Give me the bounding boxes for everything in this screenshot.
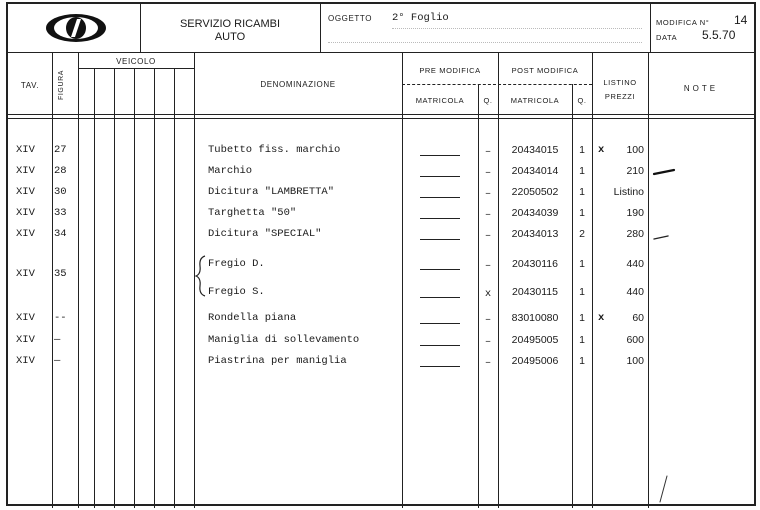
brace-icon (194, 254, 208, 298)
cell-pre-qty: – (484, 314, 492, 326)
pen-stroke-icon (656, 474, 670, 504)
object-label: OGGETTO (328, 14, 373, 23)
cell-pre-qty: – (484, 230, 492, 242)
object-value: 2° Foglio (392, 12, 449, 24)
cell-post-matricola: 20430115 (512, 286, 558, 298)
cell-denominazione: Fregio S. (208, 286, 265, 298)
logo-emblem-icon (44, 12, 108, 44)
cell-tav: XIV (16, 207, 35, 219)
cell-post-matricola: 22050502 (511, 186, 559, 198)
pre-matricola-dash (420, 197, 460, 198)
pre-matricola-dash (420, 176, 460, 177)
col-line-pre (498, 52, 499, 508)
cell-tav: XIV (16, 312, 35, 324)
note-arrow-icon (652, 166, 678, 178)
pre-matricola-dash (420, 239, 460, 240)
division-title: AUTO (214, 31, 246, 43)
note-dash-icon (652, 233, 672, 243)
col-line-tav (52, 52, 53, 508)
cell-figura: 30 (54, 186, 67, 198)
cell-post-qty: 1 (579, 355, 585, 367)
department-title: SERVIZIO RICAMBI (179, 18, 281, 30)
col-line-post (592, 52, 593, 508)
cell-prezzo: 210 (626, 165, 644, 177)
cell-pre-qty: – (484, 260, 492, 272)
cell-tav: XIV (16, 355, 35, 367)
col-header-post-qty: Q. (577, 96, 587, 105)
col-header-post-modifica: POST MODIFICA (511, 66, 579, 75)
col-line-v5 (174, 68, 175, 508)
cell-post-matricola: 20434013 (511, 228, 559, 240)
cell-post-matricola: 20434014 (511, 165, 559, 177)
cell-figura: 33 (54, 207, 67, 219)
column-header-double (8, 118, 754, 119)
cell-figura: — (54, 355, 61, 367)
pre-matricola-dash (420, 366, 460, 367)
company-logo (44, 12, 108, 44)
cell-tav: XIV (16, 334, 35, 346)
cell-denominazione: Maniglia di sollevamento (208, 334, 360, 346)
cell-pre-qty: – (484, 146, 492, 158)
cell-denominazione: Dicitura "LAMBRETTA" (208, 186, 335, 198)
cell-mark: x (598, 144, 605, 156)
veicolo-sub-line (78, 68, 194, 69)
header-divider (8, 52, 754, 53)
cell-denominazione: Fregio D. (208, 258, 265, 270)
parts-modification-sheet (6, 2, 756, 506)
cell-pre-qty: – (484, 167, 492, 179)
cell-figura: 28 (54, 165, 67, 177)
cell-prezzo: 440 (626, 286, 644, 298)
cell-post-qty: 1 (579, 286, 585, 298)
col-header-pre-modifica: PRE MODIFICA (419, 66, 481, 75)
cell-prezzo: 100 (626, 355, 644, 367)
data-value: 5.5.70 (702, 28, 736, 42)
cell-tav: XIV (16, 268, 35, 280)
cell-post-matricola: 83010080 (511, 312, 559, 324)
col-line-v1 (94, 68, 95, 508)
cell-denominazione: Rondella piana (208, 312, 297, 324)
cell-figura: — (54, 334, 61, 346)
pre-matricola-dash (420, 155, 460, 156)
pre-matricola-dash (420, 297, 460, 298)
prezzi-label: PREZZI (604, 92, 636, 101)
object-dotted-line-2 (328, 42, 642, 43)
cell-post-qty: 1 (579, 258, 585, 270)
cell-figura: 27 (54, 144, 67, 156)
cell-figura: 34 (54, 228, 67, 240)
cell-pre-qty: – (484, 188, 492, 200)
pre-matricola-dash (420, 323, 460, 324)
cell-post-qty: 1 (579, 207, 585, 219)
modifica-label: MODIFICA N° (656, 18, 710, 27)
cell-prezzo: 600 (626, 334, 644, 346)
cell-denominazione: Targhetta "50" (208, 207, 297, 219)
modifica-sub-line (402, 84, 592, 85)
cell-tav: XIV (16, 165, 35, 177)
col-header-figura: FIGURA (58, 69, 65, 100)
cell-tav: XIV (16, 186, 35, 198)
cell-post-matricola: 20434039 (511, 207, 559, 219)
cell-prezzo: 190 (626, 207, 644, 219)
col-header-pre-qty: Q. (483, 96, 493, 105)
pre-matricola-dash (420, 269, 460, 270)
column-header-bottom (8, 114, 754, 115)
cell-post-qty: 1 (579, 334, 585, 346)
cell-pre-qty: – (484, 357, 492, 369)
pre-matricola-dash (420, 345, 460, 346)
col-header-note: NOTE (683, 84, 719, 93)
cell-post-qty: 2 (579, 228, 585, 240)
cell-post-matricola: 20434015 (511, 144, 559, 156)
cell-post-qty: 1 (579, 165, 585, 177)
cell-pre-qty: – (484, 336, 492, 348)
pre-matricola-dash (420, 218, 460, 219)
col-line-listino (648, 52, 649, 508)
cell-denominazione: Piastrina per maniglia (208, 355, 347, 367)
listino-label: LISTINO (603, 78, 637, 87)
cell-prezzo: 440 (626, 258, 644, 270)
col-header-listino (592, 76, 648, 104)
col-line-v4 (154, 68, 155, 508)
col-header-denominazione: DENOMINAZIONE (260, 80, 336, 89)
cell-pre-qty: – (484, 209, 492, 221)
object-dotted-line (392, 28, 642, 29)
cell-denominazione: Dicitura "SPECIAL" (208, 228, 322, 240)
col-line-figura (78, 52, 79, 508)
cell-prezzo: 280 (626, 228, 644, 240)
cell-tav: XIV (16, 228, 35, 240)
header-sep-2 (320, 4, 321, 52)
cell-denominazione: Tubetto fiss. marchio (208, 144, 341, 156)
cell-post-matricola: 20495006 (511, 355, 559, 367)
cell-prezzo: Listino (613, 186, 644, 198)
cell-prezzo: 100 (626, 144, 644, 156)
modifica-value: 14 (734, 13, 748, 27)
col-line-v2 (114, 68, 115, 508)
cell-tav: XIV (16, 144, 35, 156)
header-sep-3 (650, 4, 651, 52)
cell-figura: 35 (54, 268, 67, 280)
col-header-pre-matricola: MATRICOLA (415, 96, 465, 105)
cell-figura: -- (54, 312, 67, 324)
cell-post-matricola: 20495005 (511, 334, 559, 346)
cell-denominazione: Marchio (208, 165, 253, 177)
cell-mark: x (598, 312, 605, 324)
col-line-denominazione (402, 52, 403, 508)
department-block (140, 18, 320, 44)
cell-post-qty: 1 (579, 144, 585, 156)
col-header-tav: TAV. (20, 81, 40, 90)
col-header-post-matricola: MATRICOLA (510, 96, 560, 105)
cell-post-matricola: 20430116 (512, 258, 558, 270)
cell-post-qty: 1 (579, 312, 585, 324)
cell-post-qty: 1 (579, 186, 585, 198)
data-label: DATA (656, 33, 678, 42)
col-line-v3 (134, 68, 135, 508)
col-header-veicolo: VEICOLO (116, 57, 156, 66)
cell-pre-qty: x (484, 288, 492, 300)
cell-prezzo: 60 (632, 312, 644, 324)
